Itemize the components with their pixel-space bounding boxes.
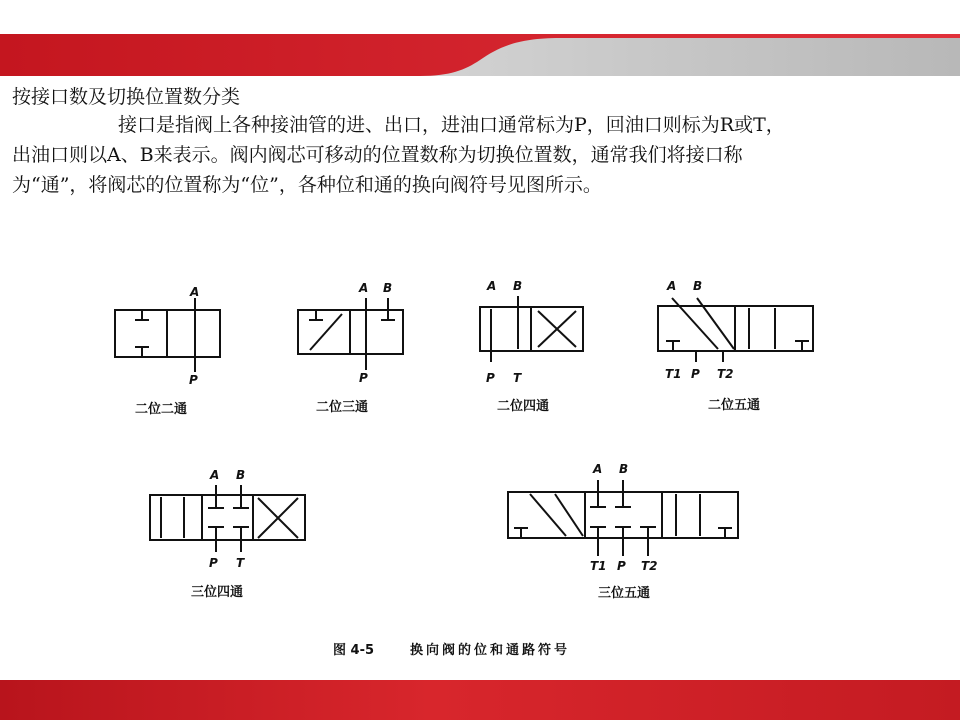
port-label-a: A [593,462,603,476]
port-label-p: P [617,559,626,573]
valve-name-2pos-2way: 二位二通 [135,402,188,417]
figure-caption-label: 图 4-5 [333,643,375,658]
valve-2pos-3way [298,298,403,370]
paragraph-line-3: 为“通”，将阀芯的位置称为“位”，各种位和通的换向阀符号见图所示。 [12,174,602,196]
port-label-b: B [693,279,703,293]
bottom-decorative-band [0,680,960,720]
paragraph-line-1: 接口是指阀上各种接油管的进、出口，进油口通常标为P，回油口则标为R或T， [118,114,785,136]
port-label-t1: T1 [590,559,607,573]
port-label-p: P [691,367,700,381]
valve-2pos-4way [480,296,583,362]
valve-name-2pos-5way: 二位五通 [708,398,761,413]
port-label-a: A [359,281,369,295]
valve-name-3pos-4way: 三位四通 [191,585,244,600]
figure-caption-text: 换向阀的位和通路符号 [410,643,571,658]
port-label-t: T [513,371,522,385]
port-label-b: B [513,279,523,293]
valve-2pos-5way [658,298,813,362]
section-heading: 按接口数及切换位置数分类 [12,86,241,108]
port-label-a: A [210,468,220,482]
port-label-p: P [189,373,198,387]
port-label-b: B [619,462,629,476]
port-label-p: P [209,556,218,570]
port-label-b: B [383,281,393,295]
port-label-t2: T2 [641,559,658,573]
valve-name-2pos-3way: 二位三通 [316,400,369,415]
valve-3pos-5way [508,480,738,556]
valve-name-3pos-5way: 三位五通 [598,586,651,601]
port-label-t: T [236,556,245,570]
port-label-p: P [486,371,495,385]
port-label-a: A [190,285,200,299]
port-label-a: A [667,279,677,293]
port-label-a: A [487,279,497,293]
port-label-p: P [359,371,368,385]
valve-2pos-2way [115,298,220,372]
port-label-t2: T2 [717,367,734,381]
valve-name-2pos-4way: 二位四通 [497,399,550,414]
port-label-b: B [236,468,246,482]
paragraph-line-2: 出油口则以A、B来表示。阀内阀芯可移动的位置数称为切换位置数，通常我们将接口称 [12,144,743,166]
valve-3pos-4way [150,485,305,552]
port-label-t1: T1 [665,367,682,381]
